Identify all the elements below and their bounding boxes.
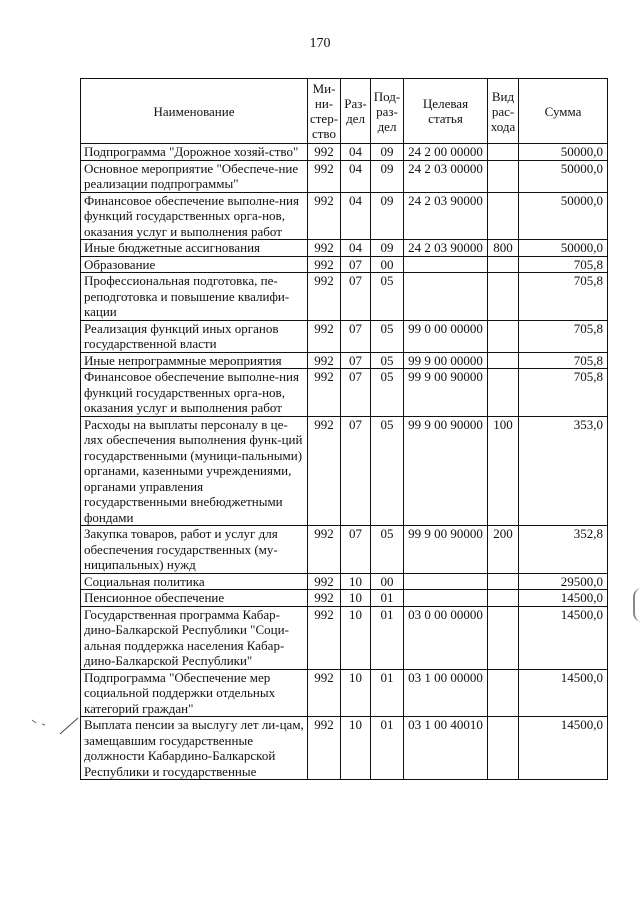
cell-subsection: 05 [371,416,404,526]
cell-expense-type: 100 [488,416,519,526]
table-row [81,590,608,607]
cell-amount: 50000,0 [519,240,608,257]
cell-expense-type [488,256,519,273]
cell-expense-type [488,573,519,590]
cell-ministry: 992 [308,416,341,526]
cell-expense-type [488,192,519,240]
cell-ministry: 992 [308,526,341,574]
cell-name: Государственная программа Кабар-дино-Балкарской Республики "Соци-альная поддержка населения Кабар-дино-Балкарской Республики" [81,606,308,669]
table-row [81,192,608,240]
cell-amount: 352,8 [519,526,608,574]
cell-ministry: 992 [308,573,341,590]
cell-section: 10 [341,717,371,780]
cell-target: 03 1 00 00000 [404,669,488,717]
cell-name: Пенсионное обеспечение [81,590,308,607]
cell-name: Подпрограмма "Обеспечение мер социальной поддержки отдельных категорий граждан" [81,669,308,717]
cell-subsection: 09 [371,192,404,240]
cell-target: 03 1 00 40010 [404,717,488,780]
cell-name: Образование [81,256,308,273]
cell-amount: 14500,0 [519,590,608,607]
cell-subsection: 01 [371,669,404,717]
cell-target: 24 2 03 90000 [404,192,488,240]
table-row [81,240,608,257]
cell-section: 04 [341,160,371,192]
cell-name: Финансовое обеспечение выполне-ния функций государственных орга-нов, оказания услуг и выполнения работ [81,369,308,417]
cell-amount: 29500,0 [519,573,608,590]
cell-section: 04 [341,144,371,161]
table-row [81,369,608,417]
cell-target: 24 2 03 90000 [404,240,488,257]
cell-ministry: 992 [308,352,341,369]
cell-name: Иные бюджетные ассигнования [81,240,308,257]
cell-ministry: 992 [308,590,341,607]
cell-section: 07 [341,369,371,417]
cell-expense-type [488,160,519,192]
cell-amount: 705,8 [519,256,608,273]
cell-ministry: 992 [308,606,341,669]
cell-expense-type [488,273,519,321]
table-header-row [81,79,608,144]
cell-ministry: 992 [308,273,341,321]
cell-target: 99 9 00 90000 [404,369,488,417]
cell-ministry: 992 [308,240,341,257]
cell-section: 07 [341,526,371,574]
cell-subsection: 00 [371,256,404,273]
cell-subsection: 01 [371,590,404,607]
binding-mark [633,588,640,622]
cell-target: 24 2 03 00000 [404,160,488,192]
cell-subsection: 05 [371,273,404,321]
cell-subsection: 05 [371,526,404,574]
table-row [81,144,608,161]
cell-expense-type: 800 [488,240,519,257]
cell-ministry: 992 [308,256,341,273]
cell-target [404,256,488,273]
cell-subsection: 01 [371,606,404,669]
cell-ministry: 992 [308,144,341,161]
table-row [81,160,608,192]
header-target: Целевая статья [404,79,488,144]
cell-expense-type [488,320,519,352]
cell-subsection: 05 [371,369,404,417]
header-subsection: Под- раз- дел [371,79,404,144]
cell-name: Профессиональная подготовка, пе-реподготовка и повышение квалифи-кации [81,273,308,321]
cell-ministry: 992 [308,320,341,352]
cell-ministry: 992 [308,160,341,192]
cell-subsection: 00 [371,573,404,590]
cell-section: 04 [341,192,371,240]
cell-target: 99 0 00 00000 [404,320,488,352]
cell-name: Расходы на выплаты персоналу в це-лях обеспечения выполнения функ-ций государственными (муници-пальными) органами, казенными учреждениями, органами управления государственными внебюджетными фондами [81,416,308,526]
cell-expense-type [488,352,519,369]
table-row [81,606,608,669]
cell-target: 99 9 00 00000 [404,352,488,369]
table-row [81,669,608,717]
cell-section: 07 [341,352,371,369]
cell-target [404,273,488,321]
table-row [81,256,608,273]
header-amount: Сумма [519,79,608,144]
cell-amount: 705,8 [519,369,608,417]
cell-amount: 353,0 [519,416,608,526]
cell-section: 07 [341,273,371,321]
cell-name: Выплата пенсии за выслугу лет ли-цам, замещавшим государственные должности Кабардино-Балкарской Республики и государственные [81,717,308,780]
cell-expense-type: 200 [488,526,519,574]
cell-amount: 14500,0 [519,606,608,669]
cell-target: 99 9 00 90000 [404,526,488,574]
cell-subsection: 01 [371,717,404,780]
header-expense-type: Вид рас- хода [488,79,519,144]
cell-section: 10 [341,573,371,590]
cell-name: Подпрограмма "Дорожное хозяй-ство" [81,144,308,161]
table-row [81,416,608,526]
budget-table [80,78,608,780]
cell-subsection: 05 [371,320,404,352]
cell-subsection: 05 [371,352,404,369]
cell-expense-type [488,669,519,717]
cell-amount: 50000,0 [519,160,608,192]
cell-subsection: 09 [371,240,404,257]
cell-subsection: 09 [371,144,404,161]
cell-section: 07 [341,256,371,273]
cell-ministry: 992 [308,369,341,417]
table-row [81,352,608,369]
table-row [81,573,608,590]
table-row [81,717,608,780]
scan-mark [30,714,80,736]
table-row [81,273,608,321]
cell-section: 10 [341,590,371,607]
cell-subsection: 09 [371,160,404,192]
table-row [81,320,608,352]
header-name: Наименование [81,79,308,144]
cell-expense-type [488,369,519,417]
cell-amount: 50000,0 [519,144,608,161]
cell-target: 03 0 00 00000 [404,606,488,669]
table-row [81,526,608,574]
cell-section: 07 [341,320,371,352]
cell-ministry: 992 [308,717,341,780]
header-ministry: Ми- ни- стер- ство [308,79,341,144]
cell-amount: 705,8 [519,273,608,321]
cell-expense-type [488,606,519,669]
cell-section: 04 [341,240,371,257]
cell-amount: 705,8 [519,352,608,369]
cell-amount: 14500,0 [519,717,608,780]
cell-section: 07 [341,416,371,526]
cell-amount: 705,8 [519,320,608,352]
cell-target [404,573,488,590]
cell-name: Социальная политика [81,573,308,590]
cell-ministry: 992 [308,192,341,240]
cell-name: Закупка товаров, работ и услуг для обеспечения государственных (му-ниципальных) нужд [81,526,308,574]
cell-amount: 50000,0 [519,192,608,240]
cell-expense-type [488,717,519,780]
cell-name: Иные непрограммные мероприятия [81,352,308,369]
cell-expense-type [488,590,519,607]
cell-expense-type [488,144,519,161]
cell-ministry: 992 [308,669,341,717]
cell-amount: 14500,0 [519,669,608,717]
cell-target [404,590,488,607]
cell-section: 10 [341,606,371,669]
cell-section: 10 [341,669,371,717]
header-section: Раз- дел [341,79,371,144]
cell-target: 99 9 00 90000 [404,416,488,526]
page-number: 170 [309,36,331,51]
cell-name: Основное мероприятие "Обеспече-ние реализации подпрограммы" [81,160,308,192]
cell-target: 24 2 00 00000 [404,144,488,161]
cell-name: Финансовое обеспечение выполне-ния функций государственных орга-нов, оказания услуг и выполнения работ [81,192,308,240]
cell-name: Реализация функций иных органов государственной власти [81,320,308,352]
